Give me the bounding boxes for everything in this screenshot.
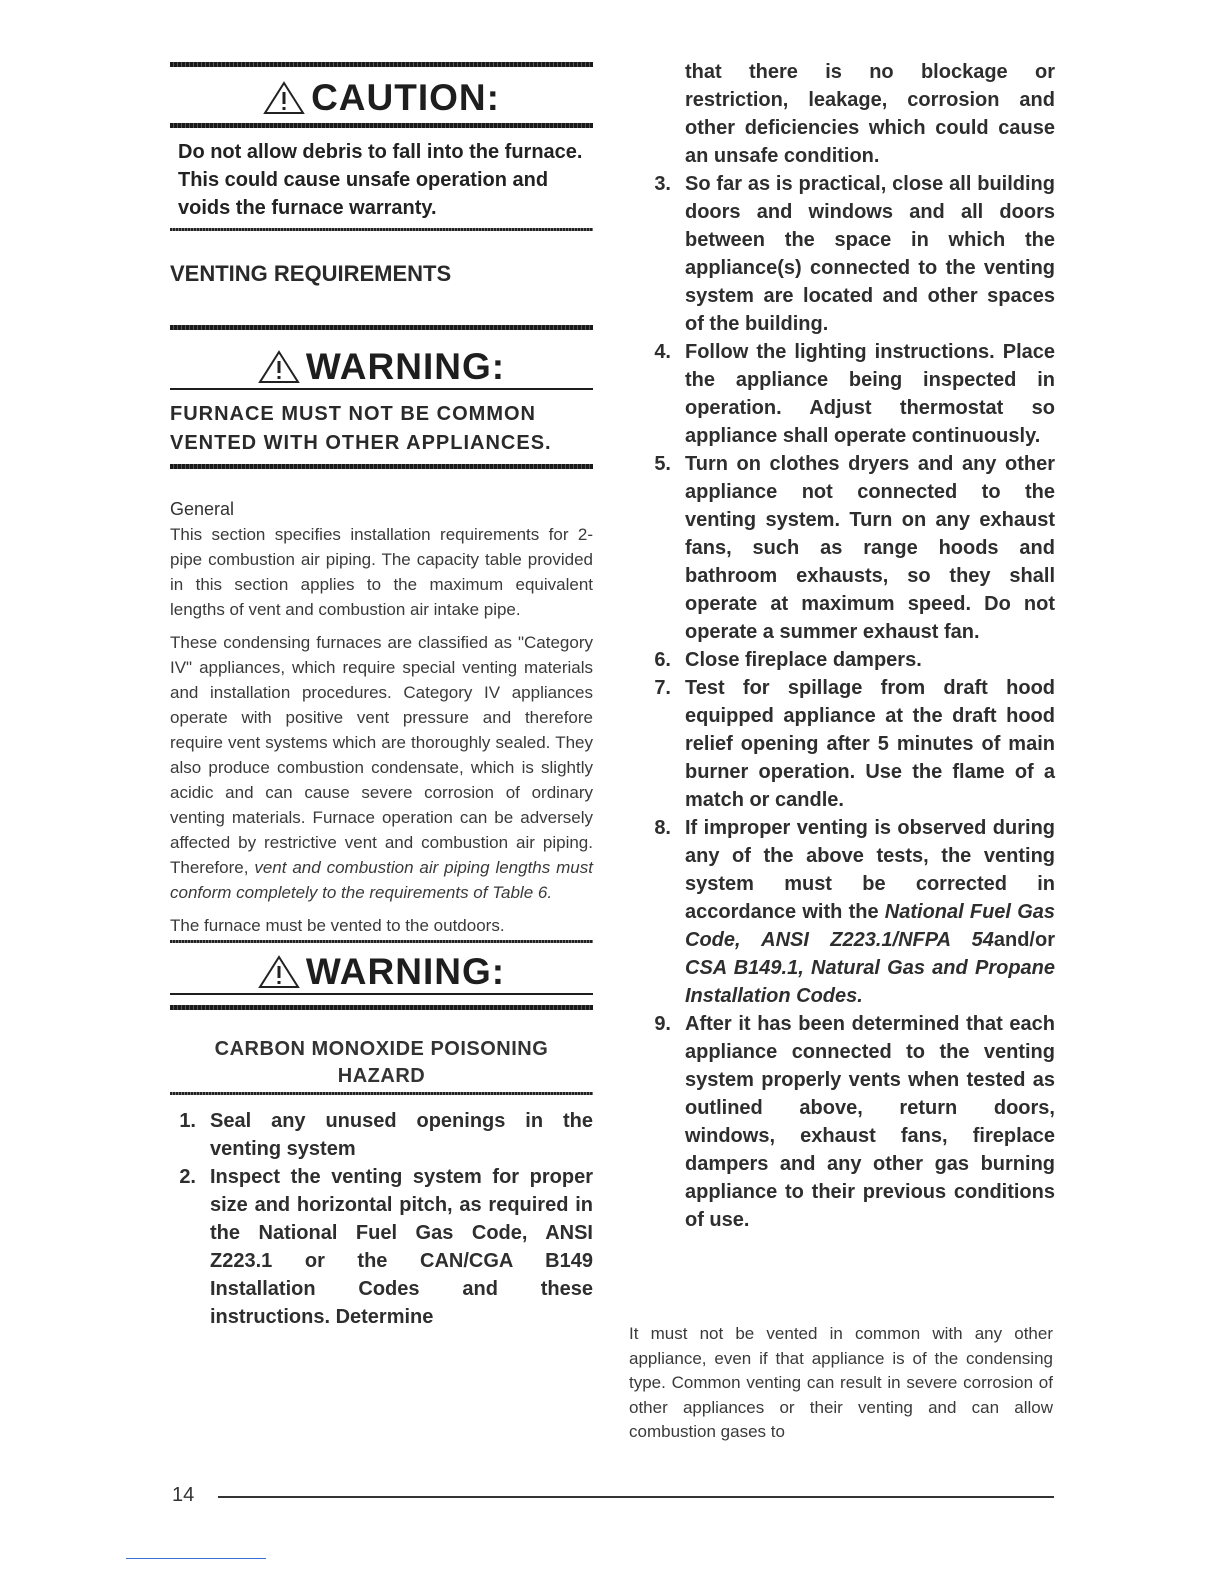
caution-text: Do not allow debris to fall into the furnace. This could cause unsafe operation and voids the furnace warranty. bbox=[178, 141, 583, 219]
step-9 bbox=[645, 1010, 1055, 1234]
warning2-title: WARNING: bbox=[305, 951, 506, 992]
step-number: 4. bbox=[654, 341, 671, 363]
caution-title: CAUTION: bbox=[311, 77, 500, 118]
step-text: Seal any unused openings in the venting system bbox=[210, 1110, 593, 1160]
step-text: Follow the lighting instructions. Place the appliance being inspected in operation. Adjust thermostat so appliance shall operate continuously. bbox=[685, 341, 1055, 447]
step-text: After it has been determined that each appliance connected to the venting system properly vents when tested as outlined above, return doors, windows, exhaust fans, fireplace dampers and any other gas burning appliance to their previous conditions of use. bbox=[685, 1013, 1055, 1231]
step-text: Inspect the venting system for proper size and horizontal pitch, as required in the National Fuel Gas Code, ANSI Z223.1 or the CAN/CGA B149 Installation Codes and these instructions. Determine bbox=[210, 1166, 593, 1328]
warning1-top-rule bbox=[170, 325, 593, 330]
caution-bottom-rule bbox=[170, 228, 593, 231]
step-text: Test for spillage from draft hood equipped appliance at the draft hood relief opening after 5 minutes of main burner operation. Use the flame of a match or candle. bbox=[685, 677, 1055, 811]
caution-top-rule bbox=[170, 62, 593, 67]
step-7 bbox=[645, 674, 1055, 814]
step-number: 3. bbox=[654, 173, 671, 195]
general-paragraph-3: The furnace must be vented to the outdoors. bbox=[170, 916, 505, 935]
step-5 bbox=[645, 450, 1055, 646]
step-8-italic-a: National Fuel Gas Code, ANSI Z223.1/NFPA 54 bbox=[685, 901, 1055, 951]
step-number: 1. bbox=[179, 1110, 196, 1132]
general-paragraph-2-italic: vent and combustion air piping lengths must conform completely to the requirements of Table 6. bbox=[170, 858, 593, 902]
warning2-heading bbox=[170, 951, 593, 995]
warning2-triangle-icon bbox=[258, 955, 300, 989]
warning1-triangle-icon bbox=[258, 350, 300, 384]
caution-triangle-icon bbox=[263, 81, 305, 115]
caution-mid-rule bbox=[170, 123, 593, 128]
warning1-title: WARNING: bbox=[305, 346, 506, 387]
blue-underline bbox=[126, 1558, 266, 1559]
warning1-bottom-rule bbox=[170, 464, 593, 469]
step-2-continuation: that there is no blockage or restriction, leakage, corrosion and other deficiencies which could cause an unsafe condition. bbox=[685, 61, 1055, 167]
step-3 bbox=[645, 170, 1055, 338]
step-6 bbox=[645, 646, 1055, 674]
step-text: Turn on clothes dryers and any other appliance not connected to the venting system. Turn on any exhaust fans, such as range hoods and bathroom exhausts, so they shall operate at maximum speed. Do not operate a summer exhaust fan. bbox=[685, 453, 1055, 643]
left-column bbox=[170, 62, 593, 1331]
step-2 bbox=[170, 1163, 593, 1331]
step-1 bbox=[170, 1107, 593, 1163]
warning2-mid-rule bbox=[170, 1005, 593, 1010]
general-heading: General bbox=[170, 499, 235, 519]
step-number: 6. bbox=[654, 649, 671, 671]
step-8 bbox=[645, 814, 1055, 1010]
steps-list-left bbox=[170, 1107, 593, 1331]
warning2-top-rule bbox=[170, 940, 593, 943]
step-number: 9. bbox=[654, 1013, 671, 1035]
warning2-bottom-rule bbox=[170, 1092, 593, 1095]
general-paragraph-2-plain: These condensing furnaces are classified as "Category IV" appliances, which require special venting materials and installation procedures. Category IV appliances operate with positive vent pressure and therefore require vent systems which are thoroughly sealed. They also produce combustion condensate, which is slightly acidic and can cause severe corrosion of ordinary venting materials. Furnace operation can be adversely affected by restrictive vent and combustion air piping. Therefore, bbox=[170, 633, 593, 877]
step-8-italic-b: CSA B149.1, Natural Gas and Propane Installation Codes. bbox=[685, 957, 1055, 1007]
step-8-text-b: and/or bbox=[993, 929, 1055, 951]
step-text bbox=[685, 814, 1055, 1010]
right-body-paragraph: It must not be vented in common with any other appliance, even if that appliance is of the condensing type. Common venting can result in severe corrosion of other appliances or their venting and can allow combustion gases to bbox=[629, 1324, 1053, 1441]
step-number: 5. bbox=[654, 453, 671, 475]
steps-list-right bbox=[645, 170, 1055, 1234]
right-column bbox=[645, 58, 1055, 1234]
warning1-heading bbox=[170, 346, 593, 390]
step-8-text-a: If improper venting is observed during any of the above tests, the venting system must be corrected in accordance with the bbox=[685, 817, 1055, 923]
step-text: Close fireplace dampers. bbox=[685, 649, 922, 671]
footer-rule bbox=[218, 1496, 1054, 1498]
page-number: 14 bbox=[172, 1484, 195, 1506]
general-paragraph-2 bbox=[170, 630, 593, 905]
warning2-subtitle: CARBON MONOXIDE POISONING HAZARD bbox=[214, 1038, 549, 1087]
step-number: 8. bbox=[654, 817, 671, 839]
general-paragraph-1: This section specifies installation requirements for 2-pipe combustion air piping. The capacity table provided in this section applies to the maximum equivalent lengths of vent and combustion air intake pipe. bbox=[170, 525, 593, 619]
step-text: So far as is practical, close all building doors and windows and all doors between the space in which the appliance(s) connected to the venting system are located and other spaces of the building. bbox=[685, 173, 1055, 335]
step-number: 7. bbox=[654, 677, 671, 699]
caution-heading bbox=[170, 77, 593, 119]
step-4 bbox=[645, 338, 1055, 450]
warning1-text: FURNACE MUST NOT BE COMMON VENTED WITH OTHER APPLIANCES. bbox=[170, 403, 552, 454]
step-number: 2. bbox=[179, 1166, 196, 1188]
section-title: VENTING REQUIREMENTS bbox=[170, 261, 452, 286]
